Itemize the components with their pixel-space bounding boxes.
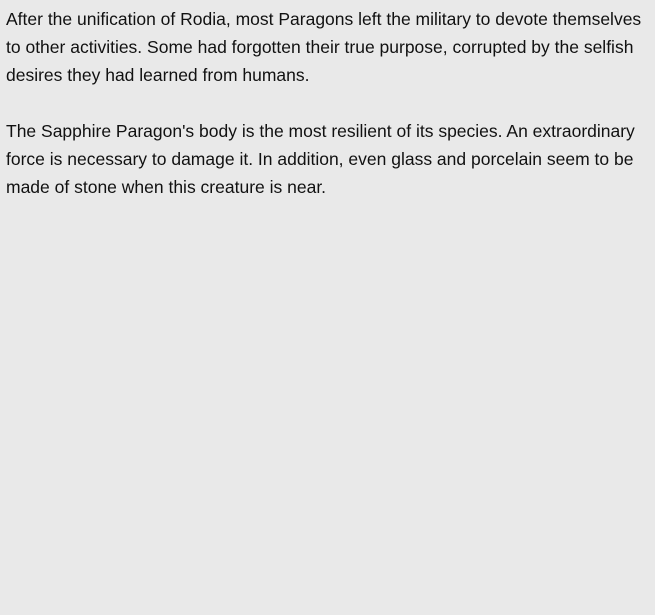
description-panel [0,0,655,201]
ability-paragraph: The Sapphire Paragon's body is the most resilient of its species. An extraordinary force is necessary to damage it. In addition, even glass and porcelain seem to be made of stone when this creature is near. [6,121,635,197]
lore-paragraph: After the unification of Rodia, most Paragons left the military to devote themselves to other activities. Some had forgotten their true purpose, corrupted by the selfish desires they had learned from humans. [6,9,642,85]
